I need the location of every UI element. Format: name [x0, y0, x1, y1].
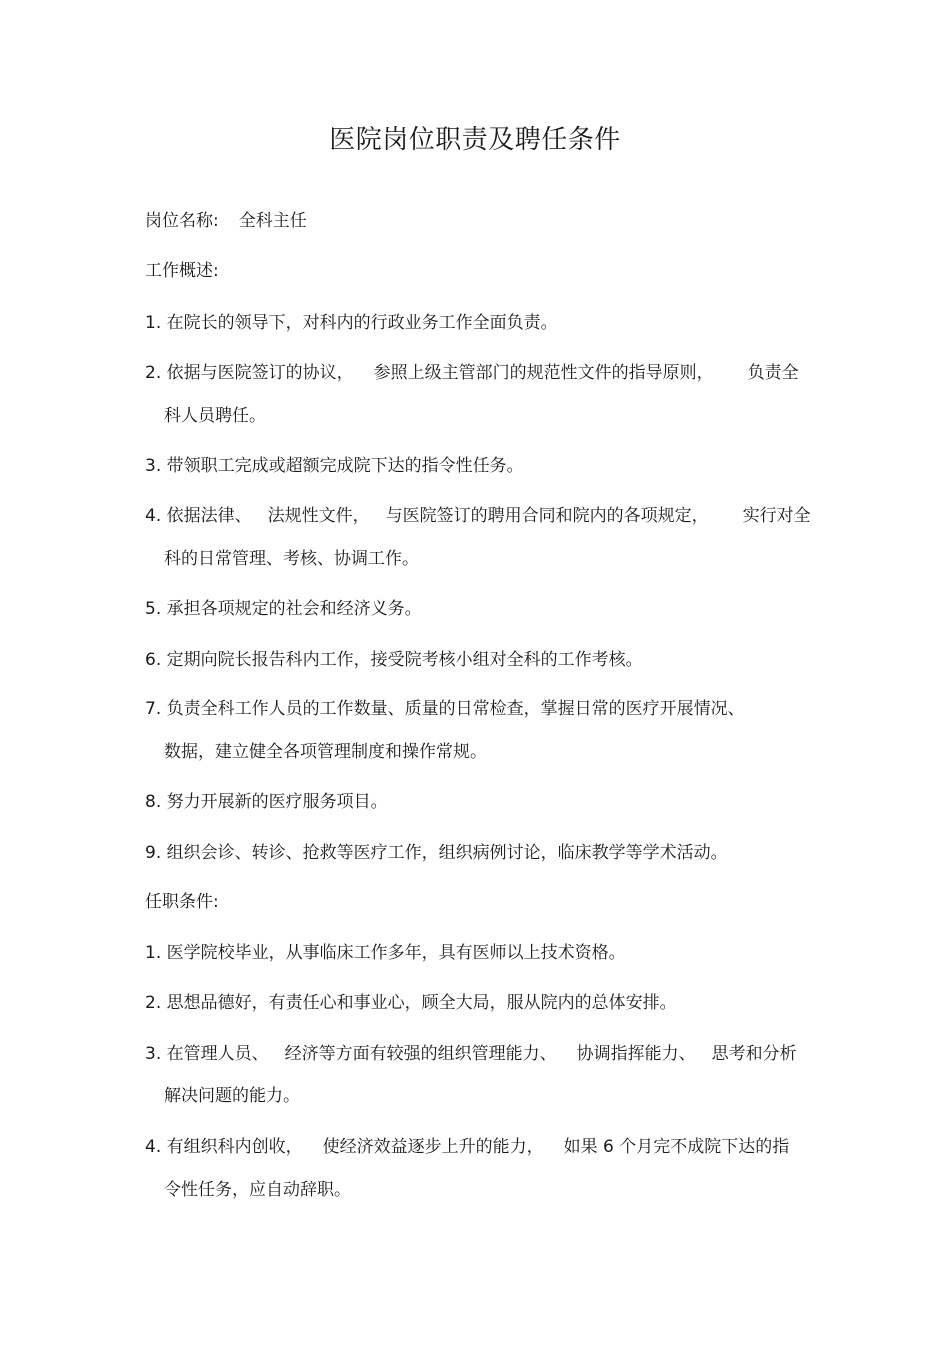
overview-item-4-part-d: 实行对全: [742, 506, 811, 526]
requirement-item-4-part-c: 如果 6 个月完不成院下达的指: [563, 1137, 790, 1157]
overview-item-4-continued: 科的日常管理、考核、协调工作。: [164, 549, 419, 569]
overview-item-7: 7. 负责全科工作人员的工作数量、质量的日常检查，掌握日常的医疗开展情况、: [145, 699, 745, 719]
overview-item-4-part-b: 法规性文件，: [267, 506, 370, 526]
requirement-item-4-part-a: 4. 有组织科内创收，: [145, 1137, 303, 1157]
requirement-item-4: [145, 1134, 789, 1160]
overview-item-8: 8. 努力开展新的医疗服务项目。: [145, 792, 388, 812]
requirement-item-3-part-c: 协调指挥能力、: [576, 1044, 696, 1064]
overview-item-3: 3. 带领职工完成或超额完成院下达的指令性任务。: [145, 456, 524, 476]
requirement-item-3-part-b: 经济等方面有较强的组织管理能力、: [284, 1044, 557, 1064]
overview-item-9: 9. 组织会诊、转诊、抢救等医疗工作，组织病例讨论，临床教学等学术活动。: [145, 843, 728, 863]
requirement-item-1: 1. 医学院校毕业，从事临床工作多年，具有医师以上技术资格。: [145, 943, 626, 963]
overview-item-2-continued: 科人员聘任。: [164, 406, 266, 426]
overview-item-6: 6. 定期向院长报告科内工作，接受院考核小组对全科的工作考核。: [145, 650, 643, 670]
overview-item-2-part-b: 参照上级主管部门的规范性文件的指导原则，: [373, 363, 714, 383]
position-line: [145, 208, 307, 234]
requirement-item-3-part-a: 3. 在管理人员、: [145, 1044, 269, 1064]
overview-item-2: [145, 360, 799, 386]
page-title: 医院岗位职责及聘任条件: [329, 125, 621, 155]
requirement-item-3: [145, 1041, 797, 1067]
requirement-item-4-part-b: 使经济效益逐步上升的能力，: [322, 1137, 544, 1157]
position-label: 岗位名称:: [145, 211, 219, 231]
requirement-item-4-continued: 令性任务，应自动辞职。: [164, 1180, 351, 1200]
overview-item-4: [145, 503, 811, 529]
overview-item-2-part-c: 负责全: [747, 363, 799, 383]
requirement-item-2: 2. 思想品德好，有责任心和事业心，顾全大局，服从院内的总体安排。: [145, 993, 677, 1013]
position-value: 全科主任: [238, 211, 307, 231]
requirement-item-3-part-d: 思考和分析: [711, 1044, 797, 1064]
overview-item-2-part-a: 2. 依据与医院签订的协议，: [145, 363, 354, 383]
requirement-item-3-continued: 解决问题的能力。: [164, 1086, 300, 1106]
overview-item-5: 5. 承担各项规定的社会和经济义务。: [145, 599, 422, 619]
overview-item-4-part-a: 4. 依据法律、: [145, 506, 252, 526]
overview-item-1: 1. 在院长的领导下，对科内的行政业务工作全面负责。: [145, 313, 558, 333]
overview-item-4-part-c: 与医院签订的聘用合同和院内的各项规定，: [385, 506, 709, 526]
overview-item-7-continued: 数据，建立健全各项管理制度和操作常规。: [164, 742, 487, 762]
requirements-heading: 任职条件:: [145, 892, 219, 912]
overview-heading: 工作概述:: [145, 261, 219, 281]
